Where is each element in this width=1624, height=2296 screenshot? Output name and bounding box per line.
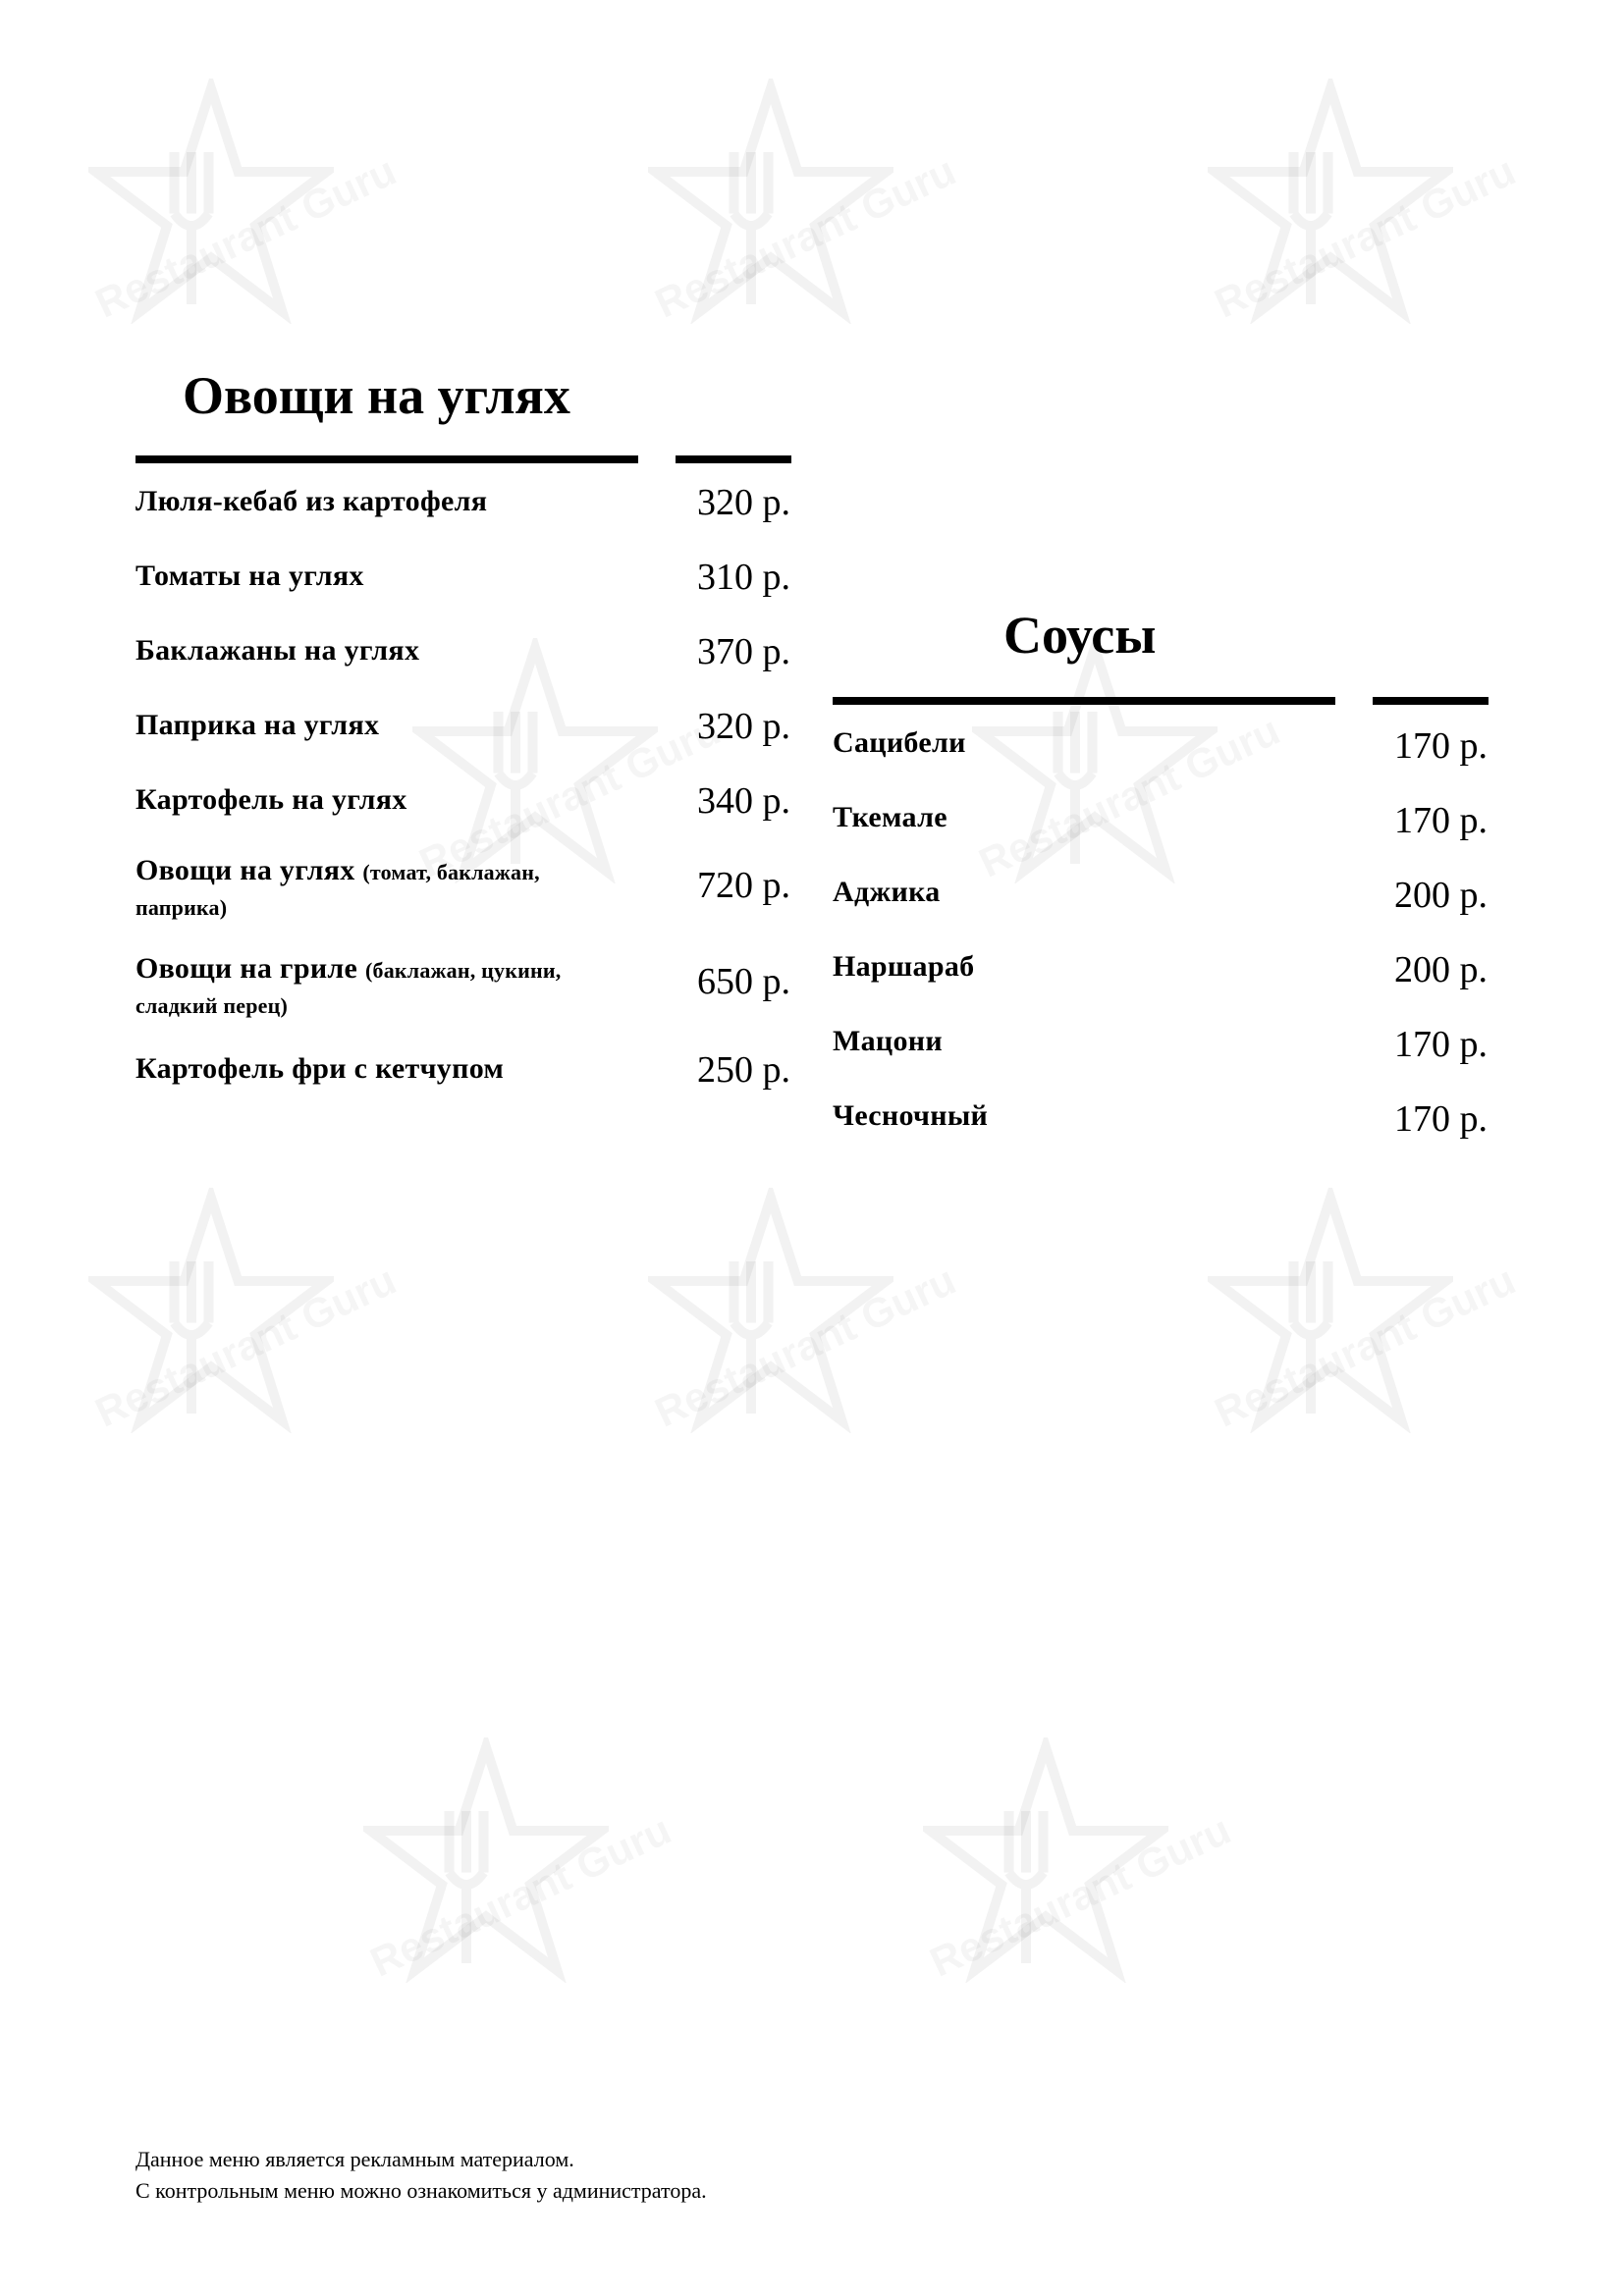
item-price: 170 р.	[1394, 1098, 1488, 1140]
watermark-logo-icon	[88, 1188, 334, 1433]
item-name: Томаты на углях	[135, 560, 364, 592]
watermark-tile	[324, 1718, 697, 2091]
item-description: (баклажан, цукини, сладкий перец)	[135, 958, 562, 1018]
item-name: Овощи на углях (томат, баклажан, паприка)	[135, 854, 540, 920]
item-price: 650 р.	[697, 961, 790, 1002]
item-name: Чесночный	[833, 1099, 989, 1132]
watermark-text	[363, 1807, 677, 1987]
item-price: 310 р.	[697, 557, 790, 598]
price-rule-vegetables	[676, 455, 791, 463]
menu-item	[135, 706, 793, 748]
item-name: Сацибели	[833, 726, 966, 759]
item-name: Наршараб	[833, 950, 975, 983]
menu-item	[833, 801, 1490, 840]
item-name: Ткемале	[833, 801, 947, 833]
section-title-vegetables: Овощи на углях	[183, 366, 570, 425]
watermark-logo-icon	[648, 79, 893, 324]
menu-item	[135, 780, 793, 823]
watermark-tile	[609, 1168, 982, 1541]
watermark-logo-icon	[88, 79, 334, 324]
watermark-logo-icon	[1208, 1188, 1453, 1433]
watermark-tile	[609, 59, 982, 432]
watermark-text	[923, 1807, 1236, 1987]
watermark-tile	[884, 1718, 1257, 2091]
price-rule-sauces	[1373, 697, 1489, 705]
watermark-logo-icon	[1208, 79, 1453, 324]
section-title-sauces: Соусы	[1003, 606, 1157, 665]
watermark-text	[88, 1257, 402, 1437]
item-name: Овощи на гриле (баклажан, цукини, сладкий перец)	[135, 952, 562, 1018]
watermark-text	[648, 1257, 961, 1437]
item-price: 170 р.	[1394, 1024, 1488, 1065]
menu-item	[135, 631, 793, 673]
watermark-text	[1208, 1257, 1521, 1437]
section-rule-vegetables	[135, 455, 638, 463]
menu-item	[135, 482, 793, 524]
footer-line: Данное меню является рекламным материалом.	[135, 2147, 574, 2171]
watermark-tile	[1168, 59, 1542, 432]
item-price: 720 р.	[697, 865, 790, 906]
item-description: (томат, баклажан, паприка)	[135, 860, 540, 920]
item-price: 370 р.	[697, 631, 790, 672]
watermark-tile	[49, 1168, 422, 1541]
watermark-logo-icon	[648, 1188, 893, 1433]
item-name: Картофель на углях	[135, 783, 407, 816]
watermark-text	[648, 148, 961, 328]
item-name: Картофель фри с кетчупом	[135, 1052, 505, 1085]
menu-item	[135, 1049, 793, 1092]
item-price: 200 р.	[1394, 875, 1488, 916]
item-price: 320 р.	[697, 706, 790, 747]
menu-item	[135, 557, 793, 599]
section-rule-sauces	[833, 697, 1335, 705]
menu-item	[833, 726, 1490, 766]
menu-item	[135, 952, 793, 1021]
menu-item	[833, 1025, 1490, 1064]
item-name: Баклажаны на углях	[135, 634, 420, 667]
watermark-text	[88, 148, 402, 328]
item-name: Мацони	[833, 1025, 943, 1057]
menu-item	[135, 854, 793, 923]
menu-item	[833, 950, 1490, 989]
item-price: 320 р.	[697, 482, 790, 523]
footer-line: С контрольным меню можно ознакомиться у администратора.	[135, 2178, 707, 2203]
watermark-logo-icon	[923, 1737, 1168, 1983]
item-price: 170 р.	[1394, 800, 1488, 841]
watermark-logo-icon	[363, 1737, 609, 1983]
watermark-logo-icon	[412, 638, 658, 883]
item-price: 340 р.	[697, 780, 790, 822]
item-price: 170 р.	[1394, 725, 1488, 767]
item-name: Аджика	[833, 876, 941, 908]
item-name: Паприка на углях	[135, 709, 380, 741]
item-price: 200 р.	[1394, 949, 1488, 990]
menu-item	[833, 1099, 1490, 1139]
watermark-tile	[1168, 1168, 1542, 1541]
menu-item	[833, 876, 1490, 915]
watermark-text	[1208, 148, 1521, 328]
item-name: Люля-кебаб из картофеля	[135, 485, 488, 517]
footer-disclaimer	[135, 2144, 707, 2207]
item-price: 250 р.	[697, 1049, 790, 1091]
